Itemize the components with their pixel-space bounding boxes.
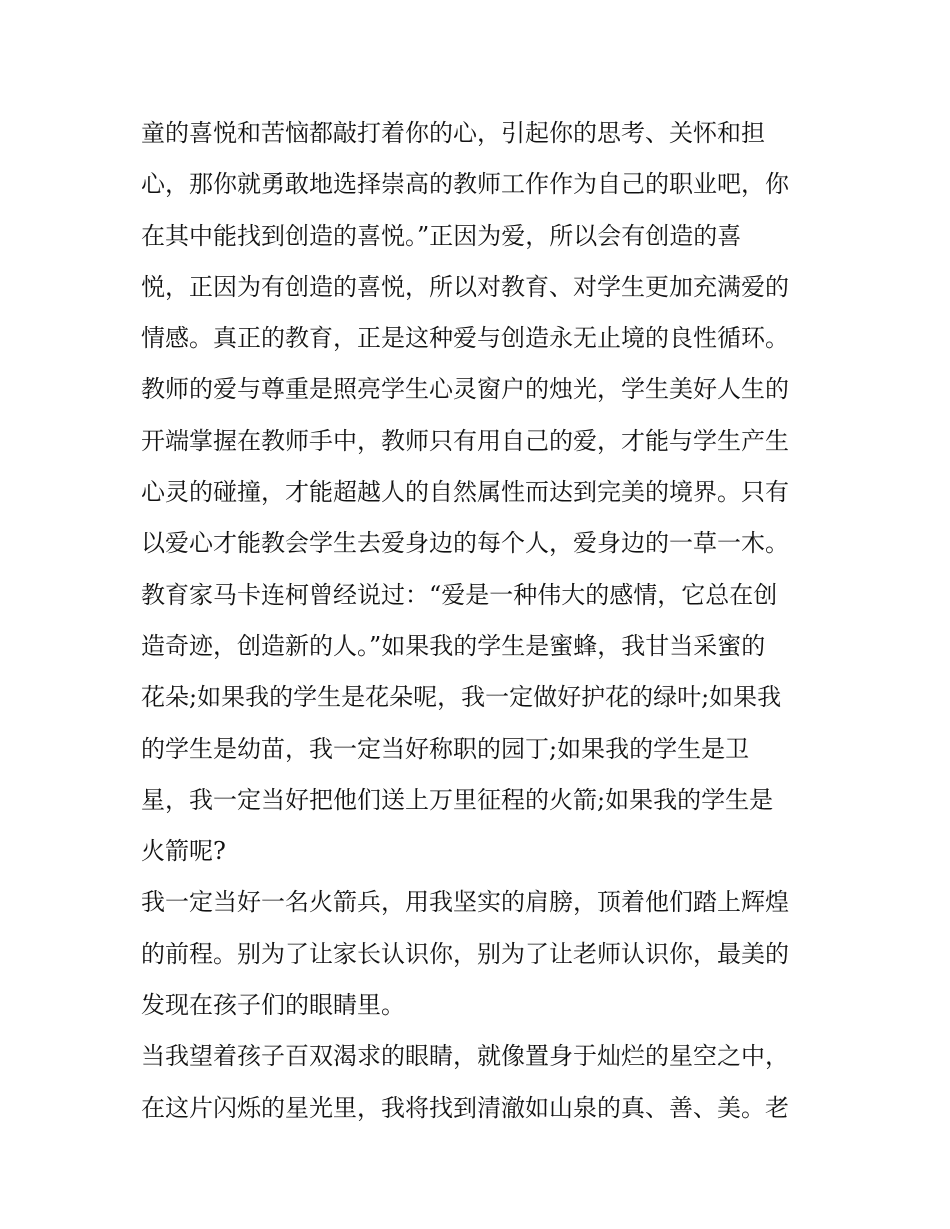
text-line-15: 火箭呢? [141, 837, 226, 866]
text-line-11: 造奇迹，创造新的人。”如果我的学生是蜜蜂，我甘当采蜜的 [141, 631, 766, 660]
text-line-4: 悦，正因为有创造的喜悦，所以对教育、对学生更加充满爱的 [141, 272, 789, 301]
text-line-2: 心，那你就勇敢地选择崇高的教师工作作为自己的职业吧，你 [141, 170, 789, 199]
text-line-1: 童的喜悦和苦恼都敲打着你的心，引起你的思考、关怀和担 [141, 119, 765, 147]
text-line-5: 情感。真正的教育，正是这种爱与创造永无止境的良性循环。 [141, 324, 789, 353]
text-line-20: 在这片闪烁的星光里，我将找到清澈如山泉的真、善、美。老 [141, 1093, 789, 1122]
text-line-18: 发现在孩子们的眼睛里。 [141, 991, 405, 1020]
text-line-13: 的学生是幼苗，我一定当好称职的园丁;如果我的学生是卫 [141, 734, 750, 763]
text-line-6: 教师的爱与尊重是照亮学生心灵窗户的烛光，学生美好人生的 [141, 375, 789, 404]
text-line-19: 当我望着孩子百双渴求的眼睛，就像置身于灿烂的星空之中， [141, 1042, 789, 1071]
text-line-10: 教育家马卡连柯曾经说过：“爱是一种伟大的感情，它总在创 [141, 580, 778, 609]
text-line-7: 开端掌握在教师手中，教师只有用自己的爱，才能与学生产生 [141, 426, 789, 455]
body-text [141, 108, 821, 1134]
text-line-17: 的前程。别为了让家长认识你，别为了让老师认识你，最美的 [141, 939, 789, 968]
text-line-8: 心灵的碰撞，才能超越人的自然属性而达到完美的境界。只有 [141, 478, 789, 507]
text-line-3: 在其中能找到创造的喜悦。”正因为爱，所以会有创造的喜 [141, 221, 742, 250]
text-line-9: 以爱心才能教会学生去爱身边的每个人，爱身边的一草一木。 [141, 529, 789, 558]
text-line-12: 花朵;如果我的学生是花朵呢，我一定做好护花的绿叶;如果我 [141, 683, 782, 712]
text-line-16: 我一定当好一名火箭兵，用我坚实的肩膀，顶着他们踏上辉煌 [141, 888, 789, 917]
text-line-14: 星，我一定当好把他们送上万里征程的火箭;如果我的学生是 [141, 785, 774, 814]
